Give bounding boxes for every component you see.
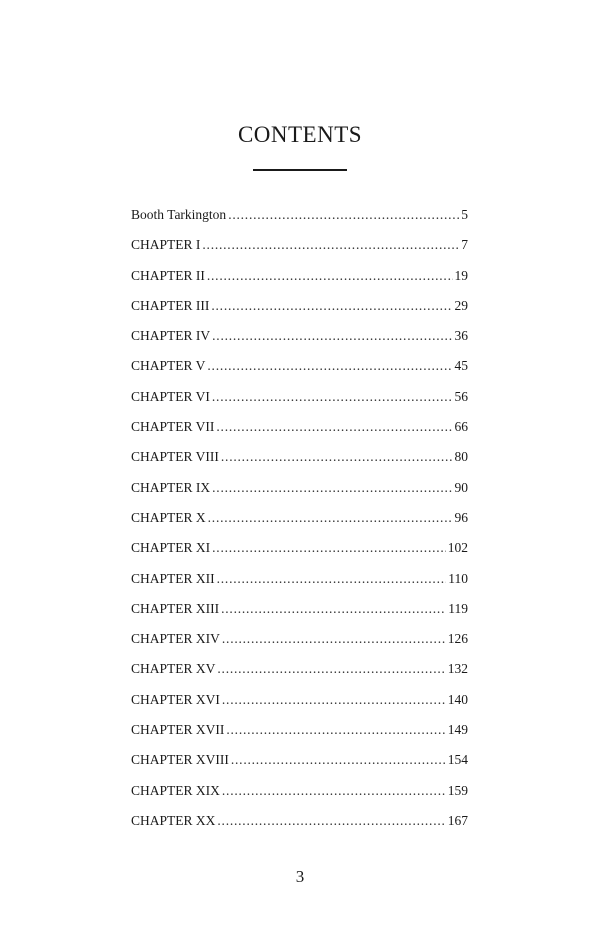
dot-leader: [212, 386, 453, 408]
toc-entry-label: CHAPTER XIX: [131, 782, 220, 798]
toc-entry-label: CHAPTER V: [131, 358, 206, 374]
dot-leader: [217, 568, 447, 590]
toc-entry-page: 159: [447, 782, 468, 798]
toc-entry-page: 154: [447, 752, 468, 768]
toc-entry: [131, 719, 468, 749]
toc-entry-label: CHAPTER XIII: [131, 600, 220, 616]
toc-entry-label: CHAPTER XVII: [131, 722, 225, 738]
page-title: CONTENTS: [237, 122, 363, 147]
toc-entry-page: 110: [448, 570, 468, 586]
toc-entry-label: CHAPTER XVI: [131, 691, 220, 707]
toc-entry: [131, 416, 468, 446]
toc-entry-page: 167: [447, 812, 468, 828]
toc-entry-label: CHAPTER VIII: [131, 449, 219, 465]
dot-leader: [217, 810, 445, 832]
dot-leader: [222, 780, 446, 802]
toc-entry: [131, 477, 468, 507]
toc-entry-page: 45: [454, 358, 468, 374]
dot-leader: [212, 325, 452, 347]
toc-entry-label: Booth Tarkington: [131, 207, 227, 222]
toc-entry: [131, 325, 468, 355]
toc-entry: [131, 689, 468, 719]
toc-entry-label: CHAPTER XV: [131, 661, 216, 677]
dot-leader: [217, 658, 445, 680]
toc-entry-page: 96: [454, 509, 468, 525]
toc-entry: [131, 598, 468, 628]
toc-entry-page: 132: [447, 661, 468, 677]
toc-entry: [131, 234, 468, 264]
toc-entry-label: CHAPTER X: [131, 509, 206, 525]
toc-entry-page: 36: [454, 328, 468, 344]
dot-leader: [212, 537, 446, 559]
dot-leader: [231, 749, 446, 771]
toc-entry: [131, 628, 468, 658]
toc-entry: [131, 507, 468, 537]
dot-leader: [221, 598, 446, 620]
dot-leader: [211, 295, 452, 317]
toc-entry-page: 29: [454, 297, 468, 313]
toc-entry: [131, 446, 468, 476]
dot-leader: [212, 477, 452, 499]
toc-entry-label: CHAPTER IX: [131, 479, 211, 495]
toc-entry-page: 126: [447, 631, 468, 647]
toc-entry: [131, 386, 468, 416]
toc-entry-label: CHAPTER XIV: [131, 631, 220, 647]
toc-entry-label: CHAPTER XVIII: [131, 752, 229, 768]
page-number: 3: [295, 867, 305, 886]
toc-entry-label: CHAPTER XX: [131, 812, 216, 828]
toc-entry-page: 119: [448, 600, 468, 616]
table-of-contents: [131, 204, 468, 840]
toc-entry-label: CHAPTER I: [131, 237, 201, 253]
toc-entry: [131, 749, 468, 779]
toc-entry-label: CHAPTER II: [131, 267, 205, 283]
dot-leader: [222, 689, 446, 711]
toc-entry: [131, 265, 468, 295]
toc-entry: [131, 204, 468, 234]
toc-entry-page: 80: [454, 449, 468, 465]
dot-leader: [222, 628, 446, 650]
dot-leader: [216, 416, 452, 438]
toc-entry-label: CHAPTER XII: [131, 570, 215, 586]
toc-entry: [131, 658, 468, 688]
toc-entry: [131, 568, 468, 598]
dot-leader: [221, 446, 453, 468]
toc-entry-page: 19: [454, 267, 468, 283]
dot-leader: [202, 234, 459, 256]
toc-entry-page: 102: [447, 540, 468, 556]
toc-entry: [131, 537, 468, 567]
dot-leader: [207, 265, 453, 287]
toc-entry-page: 7: [461, 237, 468, 253]
toc-entry-label: CHAPTER VII: [131, 419, 215, 435]
toc-entry: [131, 780, 468, 810]
toc-entry-page: 5: [461, 207, 468, 222]
toc-entry-page: 140: [447, 691, 468, 707]
toc-entry: [131, 810, 468, 840]
dot-leader: [226, 719, 445, 741]
toc-entry-label: CHAPTER III: [131, 297, 210, 313]
toc-entry-label: CHAPTER VI: [131, 388, 210, 404]
toc-entry-page: 66: [454, 419, 468, 435]
toc-entry: [131, 355, 468, 385]
dot-leader: [228, 204, 459, 226]
dot-leader: [208, 507, 453, 529]
toc-entry-page: 149: [447, 722, 468, 738]
dot-leader: [207, 355, 452, 377]
toc-entry-label: CHAPTER IV: [131, 328, 211, 344]
toc-entry-page: 56: [454, 388, 468, 404]
toc-entry: [131, 295, 468, 325]
toc-entry-label: CHAPTER XI: [131, 540, 211, 556]
toc-entry-page: 90: [454, 479, 468, 495]
title-divider: [253, 169, 347, 171]
